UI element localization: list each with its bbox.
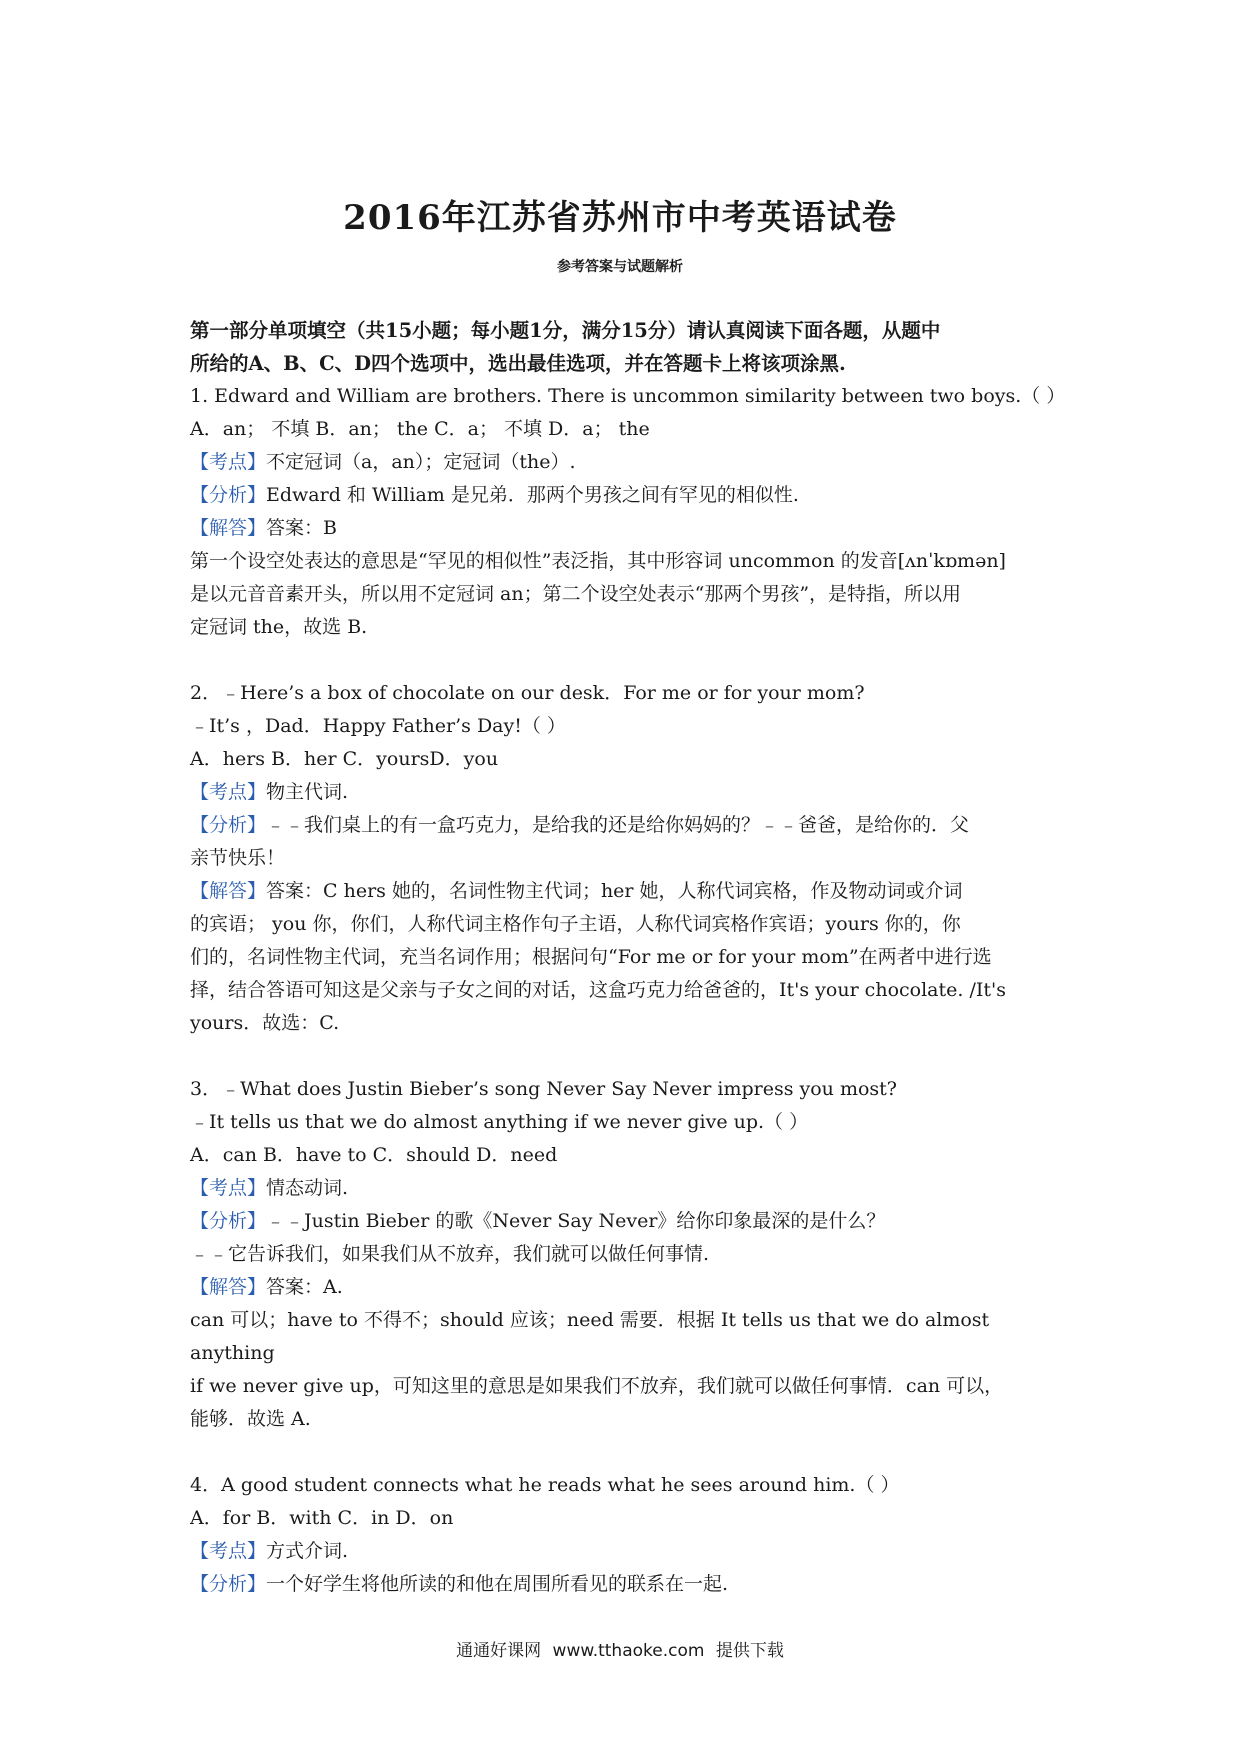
kaodian-text: 方式介词.: [266, 1540, 349, 1562]
fenxi-text: ﹣﹣我们桌上的有一盒巧克力，是给我的还是给你妈妈的？﹣﹣爸爸，是给你的．父: [266, 814, 970, 836]
question-2-options: A．hers B．her C．yoursD．you: [190, 748, 499, 770]
question-1-explanation: 第一个设空处表达的意思是“罕见的相似性”表泛指，其中形容词 uncommon 的发音[ʌnˈkɒmən]: [190, 550, 1006, 572]
footer-url-link[interactable]: www.tthaoke.com: [552, 1641, 705, 1661]
page-title: 2016年江苏省苏州市中考英语试卷: [343, 198, 897, 238]
page-subtitle: 参考答案与试题解析: [557, 259, 683, 275]
jieda-text: 答案：A.: [266, 1276, 343, 1298]
footer-note: 提供下载: [715, 1641, 784, 1661]
question-1-fenxi: [190, 479, 1065, 512]
kaodian-tag: 【考点】: [190, 781, 267, 803]
fenxi-text: 一个好学生将他所读的和他在周围所看见的联系在一起.: [266, 1573, 729, 1595]
question-3-stem: 3．﹣What does Justin Bieber’s song Never Say Never impress you most?: [190, 1078, 897, 1100]
question-4-kaodian: [190, 1535, 1065, 1568]
section-intro-line: 所给的A、B、C、D四个选项中，选出最佳选项，并在答题卡上将该项涂黑.: [190, 352, 846, 375]
kaodian-tag: 【考点】: [190, 1177, 267, 1199]
question-2-jieda: [190, 875, 1065, 908]
question-2-fenxi-cont: 亲节快乐！: [190, 847, 286, 869]
question-2-explanation: 们的，名词性物主代词，充当名词作用；根据问句“For me or for your mom”在两者中进行选: [190, 946, 992, 968]
question-1-kaodian: [190, 446, 1065, 479]
question-4-options: A．for B．with C．in D．on: [190, 1507, 454, 1529]
question-3-stem: ﹣It tells us that we do almost anything if we never give up.（ ）: [190, 1111, 809, 1133]
question-1-stem: 1. Edward and William are brothers. There is uncommon similarity between two boys.（ ）: [190, 385, 1066, 407]
question-1-jieda: [190, 512, 1065, 545]
question-3-jieda: [190, 1271, 1065, 1304]
page-footer: [0, 1636, 1240, 1661]
kaodian-text: 物主代词.: [266, 781, 349, 803]
footer-site-name: 通通好课网: [456, 1641, 542, 1661]
fenxi-tag: 【分析】: [190, 1210, 267, 1232]
question-2-stem: 2．﹣Here’s a box of chocolate on our desk．For me or for your mom?: [190, 682, 865, 704]
jieda-tag: 【解答】: [190, 1276, 267, 1298]
document-body: [190, 314, 1065, 1601]
section-intro-line: 第一部分单项填空（共15小题；每小题1分，满分15分）请认真阅读下面各题，从题中: [190, 319, 941, 342]
jieda-text: 答案：B: [266, 517, 337, 539]
fenxi-text: Edward 和 William 是兄弟．那两个男孩之间有罕见的相似性.: [266, 484, 799, 506]
spacer: [190, 644, 1065, 677]
jieda-tag: 【解答】: [190, 517, 267, 539]
fenxi-text: ﹣﹣Justin Bieber 的歌《Never Say Never》给你印象最深的是什么？: [266, 1210, 886, 1232]
question-3-fenxi-cont: ﹣﹣它告诉我们，如果我们从不放弃，我们就可以做任何事情.: [190, 1243, 710, 1265]
question-1-explanation: 定冠词 the，故选 B.: [190, 616, 368, 638]
question-2-fenxi: [190, 809, 1065, 842]
question-3-fenxi: [190, 1205, 1065, 1238]
question-3-kaodian: [190, 1172, 1065, 1205]
kaodian-tag: 【考点】: [190, 1540, 267, 1562]
question-2-stem: ﹣It’s ，Dad．Happy Father’s Day!（ ）: [190, 715, 566, 737]
question-3-explanation: if we never give up，可知这里的意思是如果我们不放弃，我们就可以做任何事情．can 可以，: [190, 1375, 1004, 1397]
question-4-stem: 4．A good student connects what he reads what he sees around him.（ ）: [190, 1474, 900, 1496]
question-1-explanation: 是以元音音素开头，所以用不定冠词 an；第二个设空处表示“那两个男孩”，是特指，所以用: [190, 583, 962, 605]
question-2-explanation: 的宾语； you 你，你们，人称代词主格作句子主语，人称代词宾格作宾语；yours 你的，你: [190, 913, 961, 935]
question-3-explanation: can 可以；have to 不得不；should 应该；need 需要．根据 It tells us that we do almost anything: [190, 1309, 990, 1364]
question-3-options: A．can B．have to C．should D．need: [190, 1144, 558, 1166]
jieda-text: 答案：C hers 她的，名词性物主代词；her 她，人称代词宾格，作及物动词或介词: [266, 880, 963, 902]
fenxi-tag: 【分析】: [190, 1573, 267, 1595]
kaodian-text: 情态动词.: [266, 1177, 349, 1199]
kaodian-tag: 【考点】: [190, 451, 267, 473]
spacer: [190, 1436, 1065, 1469]
fenxi-tag: 【分析】: [190, 814, 267, 836]
question-2-explanation: 择，结合答语可知这是父亲与子女之间的对话，这盒巧克力给爸爸的，It's your chocolate. /It's: [190, 979, 1006, 1001]
kaodian-text: 不定冠词（a，an）；定冠词（the）.: [266, 451, 576, 473]
jieda-tag: 【解答】: [190, 880, 267, 902]
question-2-kaodian: [190, 776, 1065, 809]
question-3-explanation: 能够．故选 A.: [190, 1408, 311, 1430]
fenxi-tag: 【分析】: [190, 484, 267, 506]
question-4-fenxi: [190, 1568, 1065, 1601]
spacer: [190, 1040, 1065, 1073]
question-2-explanation: yours．故选：C.: [190, 1012, 340, 1034]
question-1-options: A．an； 不填 B．an； the C．a； 不填 D．a； the: [190, 418, 650, 440]
